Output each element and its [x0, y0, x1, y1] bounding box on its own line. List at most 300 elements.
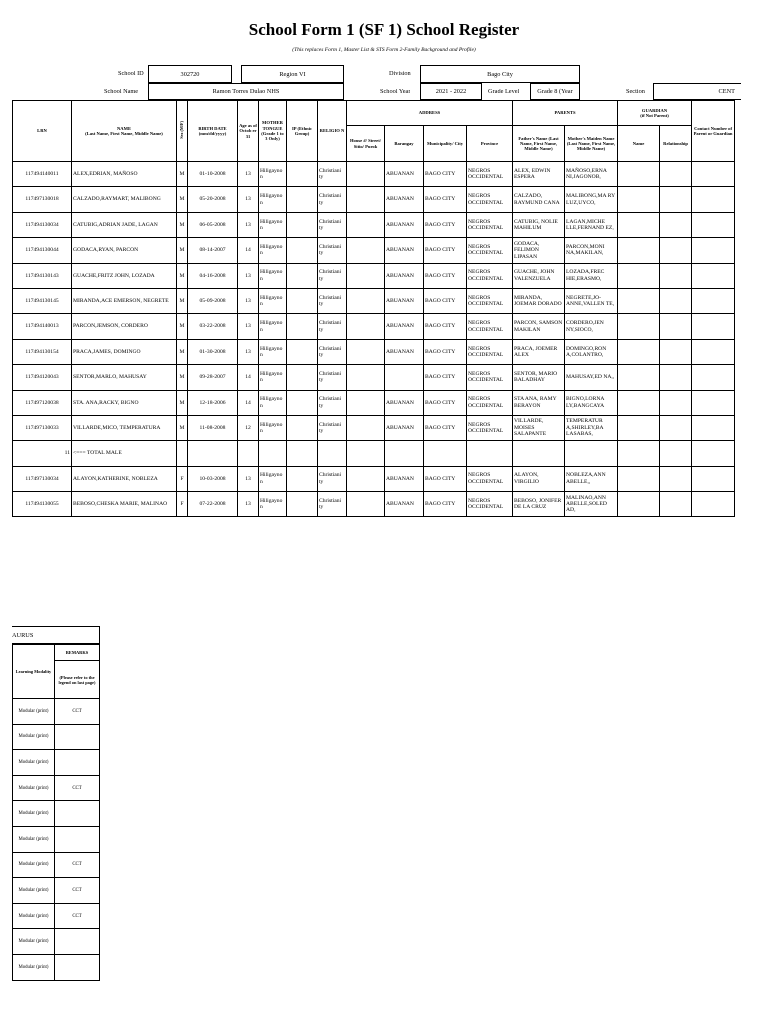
remark-cell	[55, 954, 100, 980]
remark-cell: CCT	[55, 699, 100, 725]
col-mother-tongue: MOTHER TONGUE (Grade 1 to 3 Only)	[259, 101, 287, 162]
col-religion: RELIGIO N	[318, 101, 347, 162]
cell-province: NEGROS OCCIDENTAL	[467, 466, 513, 491]
cell-barangay: ABUANAN	[385, 390, 424, 415]
cell-father: STA ANA, RAMY BERAYON	[513, 390, 565, 415]
cell-religion: Christiani ty	[318, 415, 347, 440]
cell-birth: 11-08-2008	[188, 415, 238, 440]
cell-mother: DOMINGO,RON A,COLANTRO,	[565, 339, 618, 364]
total-male-count: 11	[13, 441, 72, 466]
cell-house	[347, 390, 385, 415]
cell-sex: F	[177, 492, 188, 517]
school-year-label: School Year	[380, 89, 411, 95]
cell-guardian-relationship	[660, 314, 692, 339]
cell-birth: 01-30-2008	[188, 339, 238, 364]
division-field	[420, 65, 580, 83]
empty-cell	[259, 441, 287, 466]
cell-house	[347, 365, 385, 390]
cell-ip	[287, 415, 318, 440]
list-item	[13, 775, 100, 801]
cell-mother-tongue: Hiligayno n	[259, 466, 287, 491]
remark-cell	[55, 750, 100, 776]
cell-guardian-relationship	[660, 187, 692, 212]
empty-cell	[188, 441, 238, 466]
cell-guardian-relationship	[660, 492, 692, 517]
cell-contact	[692, 365, 735, 390]
list-item	[13, 801, 100, 827]
col-lrn: LRN	[13, 101, 72, 162]
cell-religion: Christiani ty	[318, 390, 347, 415]
cell-mother-tongue: Hiligayno n	[259, 162, 287, 187]
table-row	[13, 339, 735, 364]
cell-city: BAGO CITY	[424, 314, 467, 339]
cell-father: CATUBIG, NOLIE MAHILUM	[513, 212, 565, 237]
table-row	[13, 314, 735, 339]
col-guardian-label: GUARDIAN	[641, 107, 668, 113]
cell-house	[347, 263, 385, 288]
remark-cell	[55, 929, 100, 955]
empty-cell	[424, 441, 467, 466]
cell-father: GODACA, FELIMON LIPASAN	[513, 238, 565, 263]
col-guardian	[618, 101, 692, 126]
cell-city: BAGO CITY	[424, 212, 467, 237]
grade-level-value: Grade 8 (Year	[537, 88, 573, 95]
cell-religion: Christiani ty	[318, 288, 347, 313]
col-name-sub: (Last Name, First Name, Middle Name)	[85, 131, 163, 136]
cell-guardian-name	[618, 187, 660, 212]
cell-guardian-relationship	[660, 339, 692, 364]
cell-contact	[692, 415, 735, 440]
table-row	[13, 238, 735, 263]
cell-lrn: 117494130143	[13, 263, 72, 288]
division-value: Bago City	[487, 70, 513, 78]
modality-cell: Modular (print)	[13, 750, 55, 776]
cell-name: PARCON,JEMSON, CORDERO	[72, 314, 177, 339]
cell-province: NEGROS OCCIDENTAL	[467, 288, 513, 313]
cell-father: ALAYON, VIRGILIO	[513, 466, 565, 491]
modality-cell: Modular (print)	[13, 699, 55, 725]
cell-house	[347, 187, 385, 212]
cell-guardian-name	[618, 212, 660, 237]
school-name-field	[148, 83, 344, 100]
school-year-field	[420, 83, 482, 100]
cell-contact	[692, 314, 735, 339]
col-province: Province	[467, 126, 513, 162]
cell-mother: TEMPERATUR A,SHIRLEY,BA LASABAS,	[565, 415, 618, 440]
cell-birth: 04-16-2008	[188, 263, 238, 288]
cell-province: NEGROS OCCIDENTAL	[467, 365, 513, 390]
col-ip: IP (Ethnic Group)	[287, 101, 318, 162]
school-name-label: School Name	[104, 89, 139, 95]
empty-cell	[347, 441, 385, 466]
cell-father: VILLARDE, MOISES SALAPANTE	[513, 415, 565, 440]
cell-name: GUACHE,FRITZ JOHN, LOZADA	[72, 263, 177, 288]
modality-cell: Modular (print)	[13, 954, 55, 980]
cell-birth: 05-20-2008	[188, 187, 238, 212]
cell-house	[347, 314, 385, 339]
table-row	[13, 288, 735, 313]
empty-cell	[287, 441, 318, 466]
cell-mother-tongue: Hiligayno n	[259, 263, 287, 288]
cell-guardian-name	[618, 314, 660, 339]
cell-guardian-name	[618, 466, 660, 491]
form-subtitle: (This replaces Form 1, Master List & STS Form 2-Family Background and Profile)	[292, 47, 476, 53]
cell-sex: M	[177, 288, 188, 313]
cell-barangay: ABUANAN	[385, 162, 424, 187]
cell-mother-tongue: Hiligayno n	[259, 492, 287, 517]
col-name	[72, 101, 177, 162]
cell-age: 13	[238, 466, 259, 491]
cell-lrn: 117494130145	[13, 288, 72, 313]
register-table	[12, 100, 735, 517]
cell-father: MIRANDA, JOEMAR DORADO	[513, 288, 565, 313]
list-item	[13, 903, 100, 929]
cell-lrn: 117497120038	[13, 390, 72, 415]
remark-cell	[55, 801, 100, 827]
cell-birth: 03-22-2008	[188, 314, 238, 339]
cell-guardian-relationship	[660, 162, 692, 187]
col-sex-label: Sex (M/F)	[178, 121, 184, 140]
cell-barangay: ABUANAN	[385, 314, 424, 339]
empty-cell	[618, 441, 660, 466]
col-barangay: Barangay	[385, 126, 424, 162]
cell-religion: Christiani ty	[318, 365, 347, 390]
cell-age: 13	[238, 263, 259, 288]
cell-religion: Christiani ty	[318, 212, 347, 237]
modality-cell: Modular (print)	[13, 724, 55, 750]
grade-level-label: Grade Level	[488, 89, 520, 95]
cell-father: ALEX, EDWIN ESPERA	[513, 162, 565, 187]
list-item	[13, 929, 100, 955]
empty-cell	[660, 441, 692, 466]
cell-age: 13	[238, 314, 259, 339]
empty-cell	[385, 441, 424, 466]
cell-father: PRACA, JOEMER ALEX	[513, 339, 565, 364]
cell-sex: M	[177, 187, 188, 212]
cell-mother: LOZADA,FREC HIE,ERASMO,	[565, 263, 618, 288]
cell-sex: M	[177, 263, 188, 288]
cell-religion: Christiani ty	[318, 492, 347, 517]
total-male-label: <=== TOTAL MALE	[72, 441, 177, 466]
cell-house	[347, 415, 385, 440]
cell-sex: M	[177, 390, 188, 415]
remark-cell: CCT	[55, 775, 100, 801]
cell-mother-tongue: Hiligayno n	[259, 390, 287, 415]
cell-father: GUACHE, JOHN VALENZUELA	[513, 263, 565, 288]
cell-contact	[692, 263, 735, 288]
division-label: Division	[389, 71, 411, 77]
cell-age: 13	[238, 492, 259, 517]
cell-mother-tongue: Hiligayno n	[259, 365, 287, 390]
cell-city: BAGO CITY	[424, 288, 467, 313]
cell-mother-tongue: Hiligayno n	[259, 314, 287, 339]
cell-barangay: ABUANAN	[385, 212, 424, 237]
list-item	[13, 750, 100, 776]
cell-guardian-name	[618, 162, 660, 187]
cell-mother-tongue: Hiligayno n	[259, 238, 287, 263]
col-father: Father's Name (Last Name, First Name, Middle Name)	[513, 126, 565, 162]
school-id-value: 302720	[180, 70, 200, 78]
cell-age: 13	[238, 288, 259, 313]
cell-name: BEBOSO,CHESKA MARIE, MALINAO	[72, 492, 177, 517]
list-item	[13, 954, 100, 980]
col-sex	[177, 101, 188, 162]
cell-religion: Christiani ty	[318, 187, 347, 212]
cell-age: 13	[238, 212, 259, 237]
cell-age: 14	[238, 390, 259, 415]
cell-birth: 09-28-2007	[188, 365, 238, 390]
cell-religion: Christiani ty	[318, 466, 347, 491]
col-remarks: REMARKS	[55, 645, 100, 661]
cell-mother-tongue: Hiligayno n	[259, 212, 287, 237]
modality-cell: Modular (print)	[13, 929, 55, 955]
col-birth	[188, 101, 238, 162]
col-parents: PARENTS	[513, 101, 618, 126]
cell-sex: M	[177, 212, 188, 237]
col-address: ADDRESS	[347, 101, 513, 126]
cell-province: NEGROS OCCIDENTAL	[467, 263, 513, 288]
cell-mother: MAHUSAY,ED NA,,	[565, 365, 618, 390]
cell-mother-tongue: Hiligayno n	[259, 288, 287, 313]
cell-lrn: 117494130154	[13, 339, 72, 364]
cell-province: NEGROS OCCIDENTAL	[467, 238, 513, 263]
table-row	[13, 212, 735, 237]
region-field	[241, 65, 344, 83]
col-guardian-sub: (if Not Parent)	[640, 113, 669, 118]
cell-contact	[692, 162, 735, 187]
cell-house	[347, 339, 385, 364]
cell-barangay: ABUANAN	[385, 187, 424, 212]
modality-cell: Modular (print)	[13, 852, 55, 878]
cell-name: MIRANDA,ACE EMERSON, NEGRETE	[72, 288, 177, 313]
cell-barangay: ABUANAN	[385, 415, 424, 440]
cell-guardian-relationship	[660, 390, 692, 415]
remark-cell	[55, 724, 100, 750]
cell-province: NEGROS OCCIDENTAL	[467, 339, 513, 364]
remarks-table	[12, 644, 100, 981]
cell-guardian-name	[618, 492, 660, 517]
col-guardian-relationship: Relationship	[660, 126, 692, 162]
cell-lrn: 117494140013	[13, 314, 72, 339]
cell-ip	[287, 288, 318, 313]
cell-name: STA. ANA,RACKY, BIGNO	[72, 390, 177, 415]
cell-religion: Christiani ty	[318, 238, 347, 263]
cell-lrn: 117494120043	[13, 365, 72, 390]
col-name-label: NAME	[116, 125, 132, 131]
cell-religion: Christiani ty	[318, 162, 347, 187]
cell-birth: 07-22-2008	[188, 492, 238, 517]
cell-mother: NEGRETE,JO- ANNE,VALLEN TE,	[565, 288, 618, 313]
cell-birth: 12-18-2006	[188, 390, 238, 415]
col-learning-modality: Learning Modality	[13, 645, 55, 699]
cell-city: BAGO CITY	[424, 339, 467, 364]
table-row	[13, 390, 735, 415]
table-row	[13, 466, 735, 491]
cell-ip	[287, 238, 318, 263]
cell-name: SENTOR,MARLO, MAHUSAY	[72, 365, 177, 390]
cell-lrn: 117497130018	[13, 187, 72, 212]
cell-mother: MAÑOSO,ERNA NI,JAGONOB,	[565, 162, 618, 187]
form-title: School Form 1 (SF 1) School Register	[248, 20, 520, 39]
list-item	[13, 852, 100, 878]
cell-ip	[287, 466, 318, 491]
cell-sex: M	[177, 314, 188, 339]
cell-ip	[287, 212, 318, 237]
cell-guardian-relationship	[660, 288, 692, 313]
remark-cell: CCT	[55, 852, 100, 878]
grade-level-field	[530, 83, 580, 100]
cell-guardian-relationship	[660, 263, 692, 288]
empty-cell	[467, 441, 513, 466]
cell-barangay: ABUANAN	[385, 263, 424, 288]
cell-barangay: ABUANAN	[385, 288, 424, 313]
cell-ip	[287, 187, 318, 212]
col-guardian-name: Name	[618, 126, 660, 162]
cell-sex: M	[177, 238, 188, 263]
cell-contact	[692, 187, 735, 212]
cell-sex: F	[177, 466, 188, 491]
cell-contact	[692, 390, 735, 415]
cell-name: GODACA,RYAN, PARCON	[72, 238, 177, 263]
cell-guardian-name	[618, 288, 660, 313]
region-value: Region VI	[279, 70, 306, 78]
cell-birth: 05-09-2008	[188, 288, 238, 313]
cell-guardian-relationship	[660, 212, 692, 237]
col-contact: Contact Number of Parent or Guardian	[692, 101, 735, 162]
cell-lrn: 117494140011	[13, 162, 72, 187]
cell-barangay: ABUANAN	[385, 339, 424, 364]
col-remarks-sub: (Please refer to the legend on last page)	[55, 661, 100, 699]
table-row	[13, 365, 735, 390]
cell-birth: 01-10-2008	[188, 162, 238, 187]
cell-city: BAGO CITY	[424, 390, 467, 415]
truncated-text: AURUS	[12, 631, 34, 639]
table-row	[13, 162, 735, 187]
cell-guardian-name	[618, 415, 660, 440]
cell-age: 12	[238, 415, 259, 440]
modality-cell: Modular (print)	[13, 903, 55, 929]
cell-guardian-name	[618, 263, 660, 288]
cell-mother: BIGNO,LORNA LY,BANGCAYA	[565, 390, 618, 415]
cell-ip	[287, 162, 318, 187]
cell-age: 14	[238, 365, 259, 390]
cell-province: NEGROS OCCIDENTAL	[467, 492, 513, 517]
cell-birth: 06-05-2008	[188, 212, 238, 237]
empty-cell	[565, 441, 618, 466]
cell-guardian-name	[618, 365, 660, 390]
cell-mother: LAGAN,MICHE LLE,FERNAND EZ,	[565, 212, 618, 237]
cell-city: BAGO CITY	[424, 238, 467, 263]
cell-city: BAGO CITY	[424, 365, 467, 390]
cell-guardian-name	[618, 238, 660, 263]
cell-city: BAGO CITY	[424, 415, 467, 440]
col-house: House #/ Street/ Sitio/ Purok	[347, 126, 385, 162]
cell-house	[347, 492, 385, 517]
cell-lrn: 117494130044	[13, 238, 72, 263]
school-name-value: Ramon Torres Dulao NHS	[212, 88, 280, 95]
cell-mother-tongue: Hiligayno n	[259, 339, 287, 364]
cell-lrn: 117497130033	[13, 415, 72, 440]
cell-birth: 10-03-2008	[188, 466, 238, 491]
cell-house	[347, 212, 385, 237]
cell-province: NEGROS OCCIDENTAL	[467, 212, 513, 237]
cell-city: BAGO CITY	[424, 162, 467, 187]
cell-name: CALZADO,RAYMART, MALIBONG	[72, 187, 177, 212]
cell-barangay: ABUANAN	[385, 466, 424, 491]
cell-father: BEBOSO, JONIFER DE LA CRUZ	[513, 492, 565, 517]
cell-barangay: ABUANAN	[385, 492, 424, 517]
cell-name: ALAYON,KATHERINE, NOBLEZA	[72, 466, 177, 491]
cell-age: 13	[238, 187, 259, 212]
cell-province: NEGROS OCCIDENTAL	[467, 162, 513, 187]
cell-contact	[692, 339, 735, 364]
col-municipality: Municipality/ City	[424, 126, 467, 162]
cell-mother-tongue: Hiligayno n	[259, 415, 287, 440]
cell-name: VILLARDE,MICO, TEMPERATURA	[72, 415, 177, 440]
cell-father: PARCON, SAMSON MAKILAN	[513, 314, 565, 339]
section-label: Section	[626, 89, 645, 95]
cell-city: BAGO CITY	[424, 187, 467, 212]
empty-cell	[692, 441, 735, 466]
cell-name: CATUBIG,ADRIAN JADE, LAGAN	[72, 212, 177, 237]
cell-province: NEGROS OCCIDENTAL	[467, 314, 513, 339]
cell-guardian-name	[618, 390, 660, 415]
cell-contact	[692, 492, 735, 517]
cell-religion: Christiani ty	[318, 339, 347, 364]
cell-ip	[287, 492, 318, 517]
cell-province: NEGROS OCCIDENTAL	[467, 187, 513, 212]
cell-age: 14	[238, 238, 259, 263]
cell-lrn: 117494130034	[13, 212, 72, 237]
list-item	[13, 724, 100, 750]
table-row	[13, 187, 735, 212]
col-birth-sub: (mm/dd/yyyy)	[198, 131, 227, 136]
cell-birth: 08-14-2007	[188, 238, 238, 263]
cell-contact	[692, 466, 735, 491]
empty-cell	[238, 441, 259, 466]
cell-lrn: 117497130034	[13, 466, 72, 491]
cell-barangay: ABUANAN	[385, 238, 424, 263]
cell-mother: CORDERO,JEN NY,SIOCO,	[565, 314, 618, 339]
cell-sex: M	[177, 415, 188, 440]
empty-cell	[177, 441, 188, 466]
cell-guardian-relationship	[660, 365, 692, 390]
modality-cell: Modular (print)	[13, 801, 55, 827]
cell-mother: MALIBONG,MA RY LUZ,UYCO,	[565, 187, 618, 212]
cell-guardian-relationship	[660, 415, 692, 440]
cell-age: 13	[238, 162, 259, 187]
cell-mother: PARCON,MONI NA,MAKILAN,	[565, 238, 618, 263]
col-mother: Mother's Maiden Name (Last Name, First Name, Middle Name)	[565, 126, 618, 162]
school-id-label: School ID	[118, 71, 144, 77]
cell-contact	[692, 212, 735, 237]
table-row	[13, 415, 735, 440]
cell-sex: M	[177, 365, 188, 390]
cell-house	[347, 466, 385, 491]
table-row	[13, 492, 735, 517]
col-age: Age as of Octob er 31	[238, 101, 259, 162]
section-field	[653, 83, 741, 100]
cell-age: 13	[238, 339, 259, 364]
cell-lrn: 117494130055	[13, 492, 72, 517]
cell-guardian-relationship	[660, 466, 692, 491]
cell-ip	[287, 390, 318, 415]
section-value: CENT	[718, 88, 735, 95]
cell-barangay	[385, 365, 424, 390]
cell-mother: MALINAO,ANN ABELLE,SOLED AD,	[565, 492, 618, 517]
cell-house	[347, 238, 385, 263]
cell-ip	[287, 263, 318, 288]
